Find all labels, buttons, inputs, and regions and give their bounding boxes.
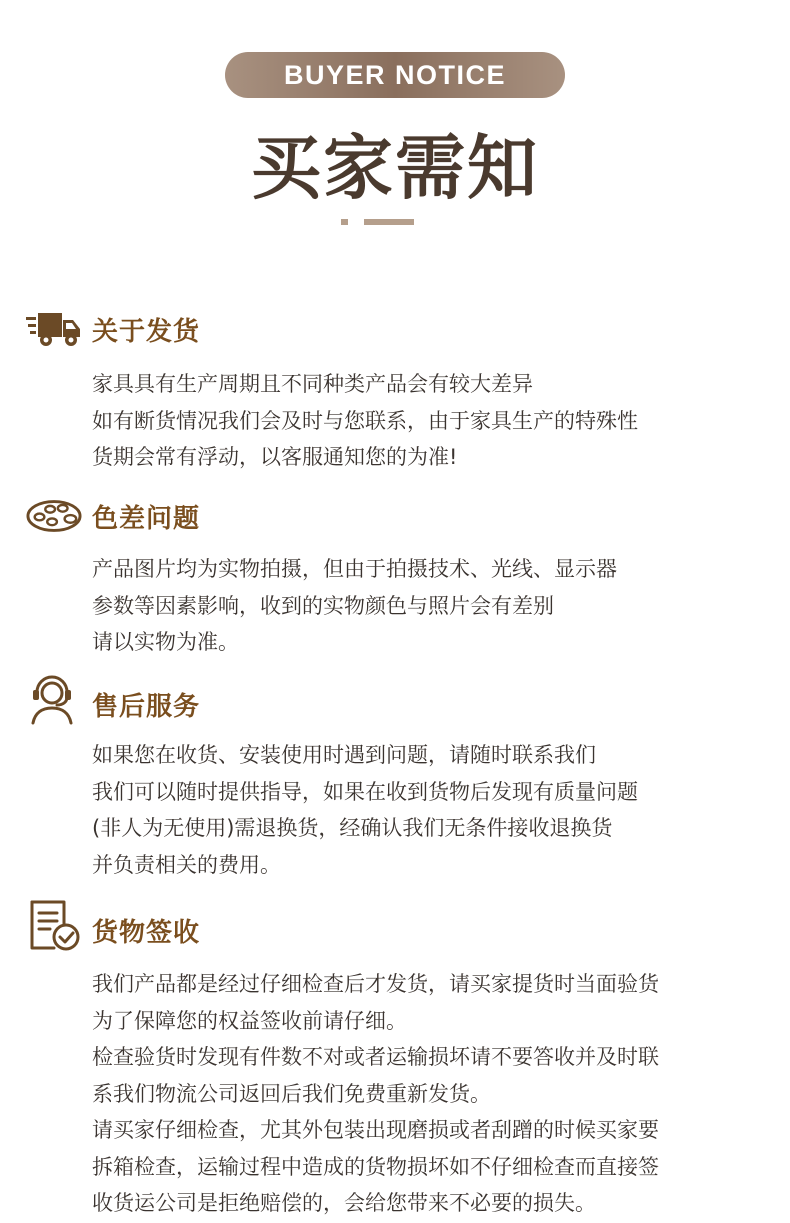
section-body-receipt: [92, 966, 772, 1222]
document-checkmark-icon: [26, 908, 82, 952]
body-line: 系我们物流公司返回后我们免费重新发货。: [92, 1081, 491, 1106]
body-line: 货期会常有浮动，以客服通知您的为准!: [92, 445, 458, 469]
body-line: 为了保障您的权益签收前请仔细。: [92, 1008, 407, 1033]
section-body-shipping: [92, 366, 772, 476]
body-line: 请以实物为准。: [92, 630, 239, 654]
body-line: (非人为无使用)需退换货，经确认我们无条件接收退换货: [92, 816, 613, 840]
customer-service-headset-icon: [26, 682, 82, 726]
body-line: 如果您在收货、安装使用时遇到问题，请随时联系我们: [92, 743, 596, 767]
body-line: 拆箱检查，运输过程中造成的货物损坏如不仔细检查而直接签: [92, 1154, 659, 1179]
section-title: 货物签收: [92, 917, 201, 948]
section-title: 色差问题: [92, 503, 201, 534]
section-title: 关于发货: [92, 316, 201, 347]
divider-bar: [364, 219, 414, 225]
body-line: 并负责相关的费用。: [92, 852, 281, 877]
section-heading-color: [26, 494, 200, 538]
body-line: 我们产品都是经过仔细检查后才发货，请买家提货时当面验货: [92, 972, 659, 996]
delivery-truck-icon: [26, 307, 82, 351]
body-line: 请买家仔细检查，尤其外包装出现磨损或者刮蹭的时候买家要: [92, 1118, 659, 1142]
buyer-notice-badge: BUYER NOTICE: [225, 52, 565, 98]
color-palette-icon: [26, 494, 82, 538]
section-heading-receipt: [26, 908, 200, 952]
body-line: 我们可以随时提供指导，如果在收到货物后发现有质量问题: [92, 779, 638, 804]
body-line: 产品图片均为实物拍摄，但由于拍摄技术、光线、显示器: [92, 557, 617, 581]
section-heading-after-sales: [26, 682, 200, 726]
section-body-after-sales: [92, 737, 772, 883]
body-line: 检查验货时发现有件数不对或者运输损坏请不要答收并及时联: [92, 1045, 659, 1069]
body-line: 参数等因素影响，收到的实物颜色与照片会有差别: [92, 593, 554, 618]
body-line: 如有断货情况我们会及时与您联系，由于家具生产的特殊性: [92, 408, 638, 433]
section-title: 售后服务: [92, 691, 201, 722]
section-body-color: [92, 551, 772, 661]
divider-dot: [341, 219, 348, 225]
page-title: 买家需知: [251, 127, 539, 209]
body-line: 家具具有生产周期且不同种类产品会有较大差异: [92, 372, 533, 396]
body-line: 收货运公司是拒绝赔偿的，会给您带来不必要的损失。: [92, 1191, 596, 1215]
section-heading-shipping: [26, 307, 200, 351]
